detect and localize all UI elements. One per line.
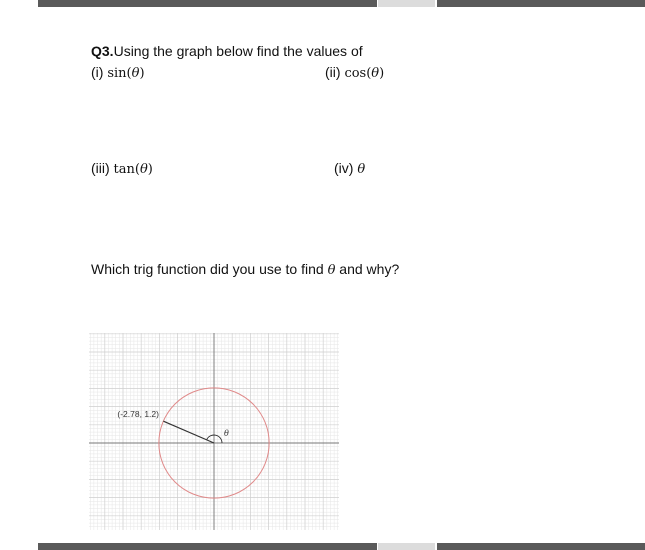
unit-circle-graph — [89, 333, 339, 530]
followup-text: and why? — [335, 261, 400, 277]
point-label: (-2.78, 1.2) — [117, 409, 159, 420]
top-border-bar — [38, 0, 377, 7]
followup-question — [91, 261, 399, 279]
part-close: ) — [147, 162, 153, 177]
part-function: cos( — [344, 66, 372, 81]
top-border-bar — [437, 0, 645, 7]
part-iv — [334, 160, 365, 178]
part-label: (ii) — [325, 64, 341, 80]
question-prompt: Using the graph below find the values of — [113, 43, 363, 59]
part-close: ) — [139, 66, 145, 81]
part-i — [91, 64, 145, 82]
part-label: (iii) — [91, 160, 110, 176]
part-function: sin( — [107, 66, 132, 81]
part-iii — [91, 160, 153, 178]
theta-symbol: θ — [139, 162, 148, 177]
part-label: (iv) — [334, 160, 354, 176]
question-heading — [91, 43, 363, 60]
followup-text: Which trig function did you use to find — [91, 261, 328, 277]
part-ii — [325, 64, 384, 82]
part-label: (i) — [91, 64, 104, 80]
theta-symbol: θ — [371, 66, 380, 81]
top-border-bar — [378, 0, 435, 7]
part-close: ) — [379, 66, 385, 81]
question-number: Q3. — [91, 43, 114, 59]
angle-label: θ — [224, 429, 229, 438]
part-function: tan( — [113, 162, 140, 177]
theta-symbol: θ — [327, 263, 336, 278]
theta-symbol: θ — [357, 162, 366, 177]
theta-symbol: θ — [131, 66, 140, 81]
